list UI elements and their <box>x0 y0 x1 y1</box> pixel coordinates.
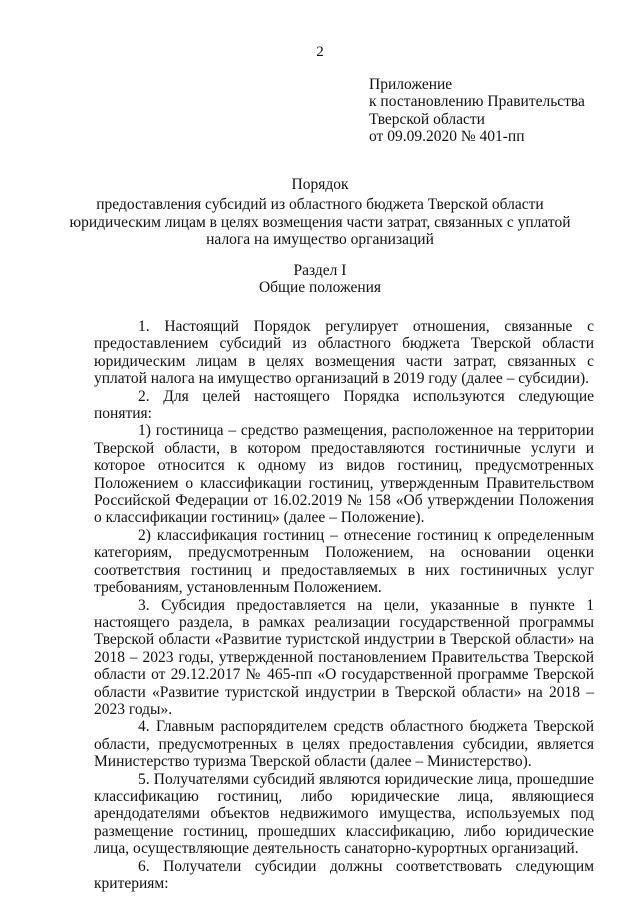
section-number: Раздел I <box>293 262 347 279</box>
appendix-line: Тверской области <box>369 110 485 128</box>
body-text <box>94 318 594 892</box>
paragraph: 5. Получателями субсидий являются юридические лица, прошедшие классификацию гостиниц, либо юридические лица, являющиеся арендодателями объектов недвижимого имущества, используемых под размещение гостиниц, прошедших классификацию, либо юридические лица, осуществляющие деятельность санаторно-курортных организаций. <box>94 770 594 858</box>
appendix-block <box>369 76 585 146</box>
paragraph: 3. Субсидия предоставляется на цели, указанные в пункте 1 настоящего раздела, в рамках реализации государственной программы Тверской области «Развитие туристской индустрии в Тверской области» на 2018 – 2023 годы, утвержденной постановлением Правительства Тверской области от 29.12.2017 № 465-пп «О государственной программе Тверской области «Развитие туристской индустрии в Тверской области» на 2018 – 2023 годы». <box>94 596 594 718</box>
paragraph: 1) гостиница – средство размещения, расположенное на территории Тверской области, в котором предоставляются гостиничные услуги и которое относится к одному из видов гостиниц, предусмотренных Положением о классификации гостиниц, утвержденным Правительством Российской Федерации от 16.02.2019 № 158 «Об утверждении Положения о классификации гостиниц» (далее – Положение). <box>94 422 594 527</box>
section-name: Общие положения <box>258 279 382 297</box>
appendix-line: от 09.09.2020 № 401-пп <box>369 128 525 146</box>
document-title: Порядок <box>291 176 349 193</box>
document-subtitle-line: юридическим лицам в целях возмещения части затрат, связанных с уплатой <box>69 213 571 231</box>
paragraph: 4. Главным распорядителем средств областного бюджета Тверской области, предусмотренных в целях предоставления субсидии, является Министерство туризма Тверской области (далее – Министерство). <box>94 718 594 771</box>
document-title-block <box>60 176 580 249</box>
paragraph: 6. Получатели субсидии должны соответствовать следующим критериям: <box>94 857 594 892</box>
paragraph: 1. Настоящий Порядок регулирует отношения, связанные с предоставлением субсидий из областного бюджета Тверской области юридическим лицам в целях возмещения части затрат, связанных с уплатой налога на имущество организаций в 2019 году (далее – субсидии). <box>94 318 594 388</box>
page-number: 2 <box>316 44 324 60</box>
document-subtitle-line: предоставления субсидий из областного бюджета Тверской области <box>96 196 544 214</box>
appendix-line: к постановлению Правительства <box>369 93 585 111</box>
paragraph: 2. Для целей настоящего Порядка используются следующие понятия: <box>94 387 594 423</box>
document-subtitle-line: налога на имущество организаций <box>206 231 434 249</box>
paragraph: 2) классификация гостиниц – отнесение гостиниц к определенным категориям, предусмотренным Положением, на основании оценки соответствия гостиниц и предоставляемых в них гостиничных услуг требованиям, установленным Положением. <box>94 526 594 597</box>
section-heading <box>60 262 580 297</box>
appendix-line: Приложение <box>369 76 453 93</box>
